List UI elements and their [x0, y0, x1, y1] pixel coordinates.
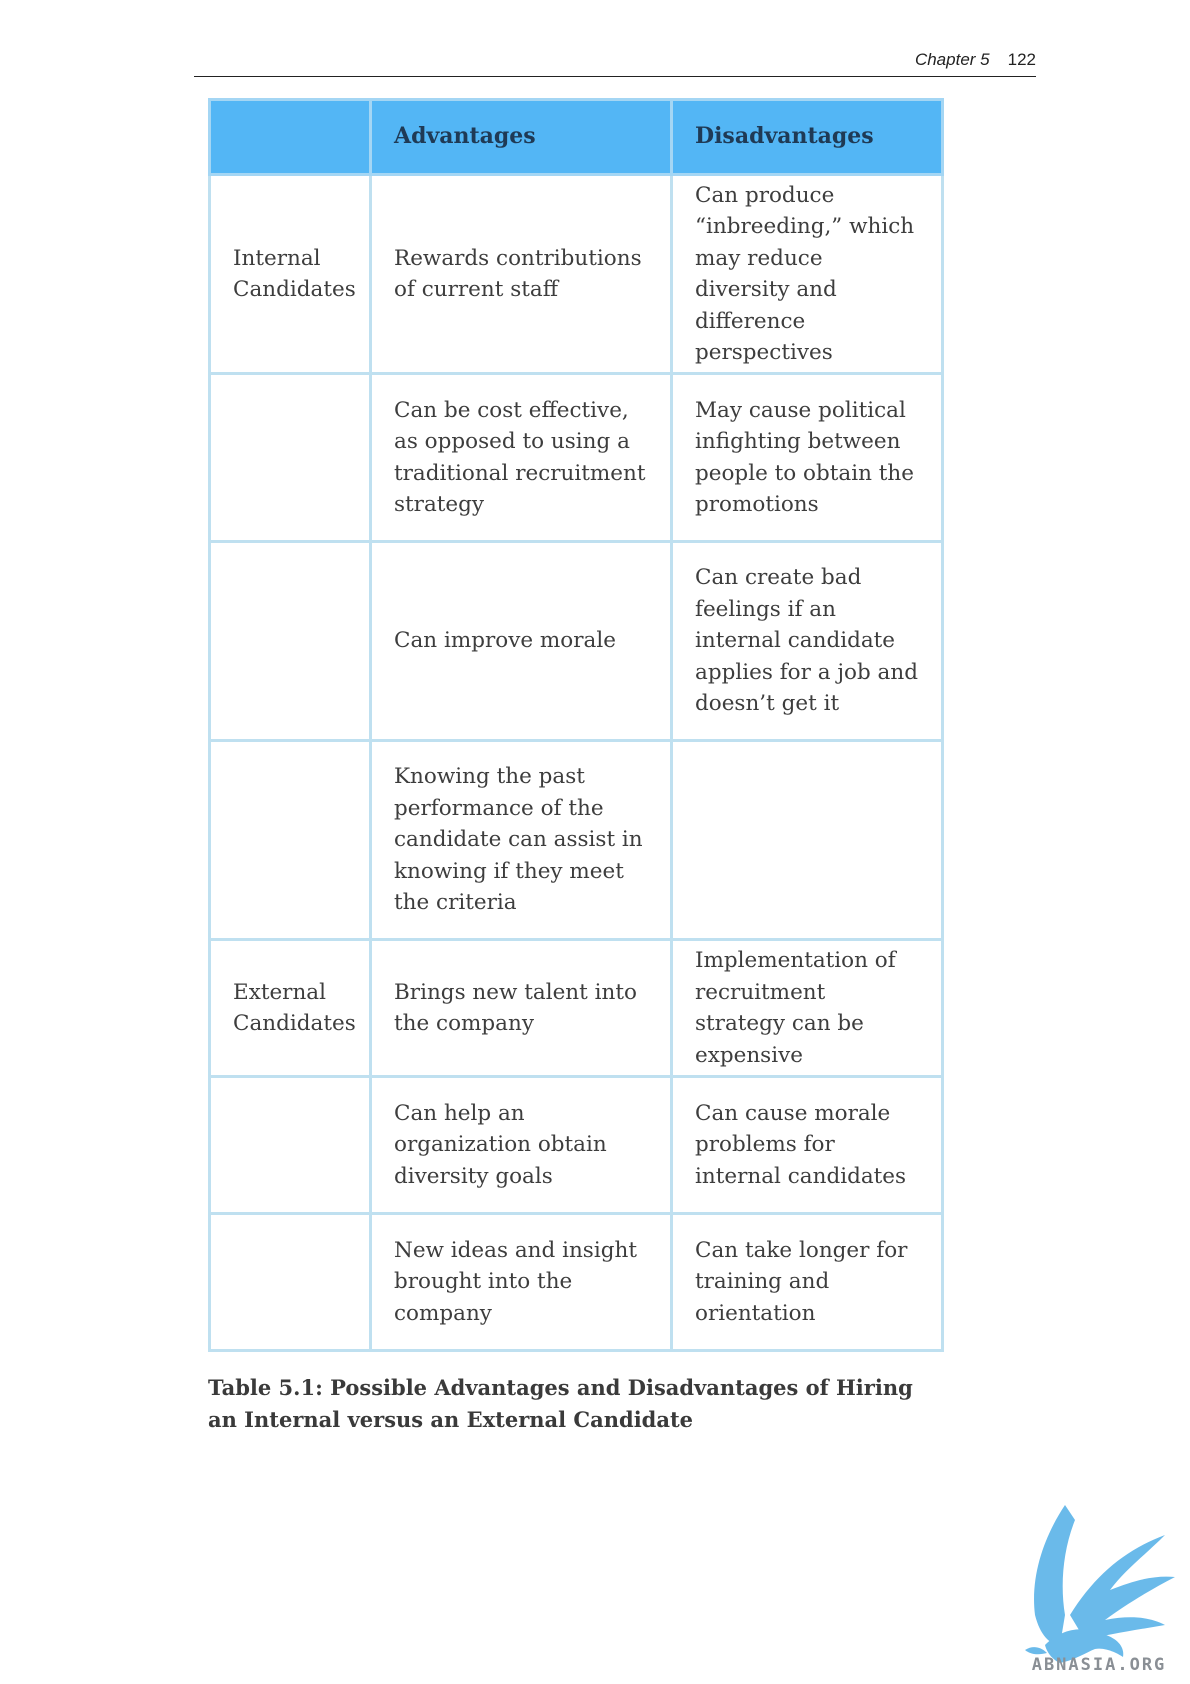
row-label-cell — [210, 374, 371, 542]
disadvantage-cell: May cause political infighting between people to obtain the promotions — [672, 374, 943, 542]
disadvantage-cell: Can take longer for training and orientation — [672, 1214, 943, 1351]
table-row — [210, 741, 943, 940]
running-header — [194, 50, 1036, 77]
row-label-cell: External Candidates — [210, 940, 371, 1077]
header-cell-disadvantages: Disadvantages — [672, 100, 943, 175]
disadvantage-cell — [672, 741, 943, 940]
row-label-cell — [210, 542, 371, 741]
disadvantage-cell: Can create bad feelings if an internal candidate applies for a job and doesn’t get it — [672, 542, 943, 741]
table-caption: Table 5.1: Possible Advantages and Disadvantages of Hiring an Internal versus an External Candidate — [208, 1375, 913, 1432]
table-row — [210, 940, 943, 1077]
table-row — [210, 1077, 943, 1214]
advantage-cell: New ideas and insight brought into the company — [371, 1214, 672, 1351]
table-row — [210, 1214, 943, 1351]
table-row — [210, 374, 943, 542]
disadvantage-cell: Can produce “inbreeding,” which may reduce diversity and difference perspectives — [672, 175, 943, 374]
header-cell-advantages: Advantages — [371, 100, 672, 175]
row-label-cell — [210, 741, 371, 940]
row-label-cell — [210, 1214, 371, 1351]
row-label-cell — [210, 1077, 371, 1214]
advantages-disadvantages-table — [208, 98, 944, 1352]
advantage-cell: Can be cost effective, as opposed to using a traditional recruitment strategy — [371, 374, 672, 542]
chapter-label: Chapter 5 — [914, 50, 990, 69]
advantage-cell: Brings new talent into the company — [371, 940, 672, 1077]
row-label-cell: Internal Candidates — [210, 175, 371, 374]
disadvantage-cell: Implementation of recruitment strategy can be expensive — [672, 940, 943, 1077]
advantage-cell: Knowing the past performance of the candidate can assist in knowing if they meet the criteria — [371, 741, 672, 940]
disadvantage-cell: Can cause morale problems for internal candidates — [672, 1077, 943, 1214]
advantage-cell: Rewards contributions of current staff — [371, 175, 672, 374]
advantage-cell: Can improve morale — [371, 542, 672, 741]
header-cell-blank — [210, 100, 371, 175]
table-header-row — [210, 100, 943, 175]
page-number: 122 — [1007, 50, 1036, 69]
table-row — [210, 542, 943, 741]
griffin-logo-icon — [1005, 1495, 1185, 1675]
advantage-cell: Can help an organization obtain diversity goals — [371, 1077, 672, 1214]
watermark-text: ABNASIA.ORG — [1031, 1655, 1167, 1675]
table-row — [210, 175, 943, 374]
